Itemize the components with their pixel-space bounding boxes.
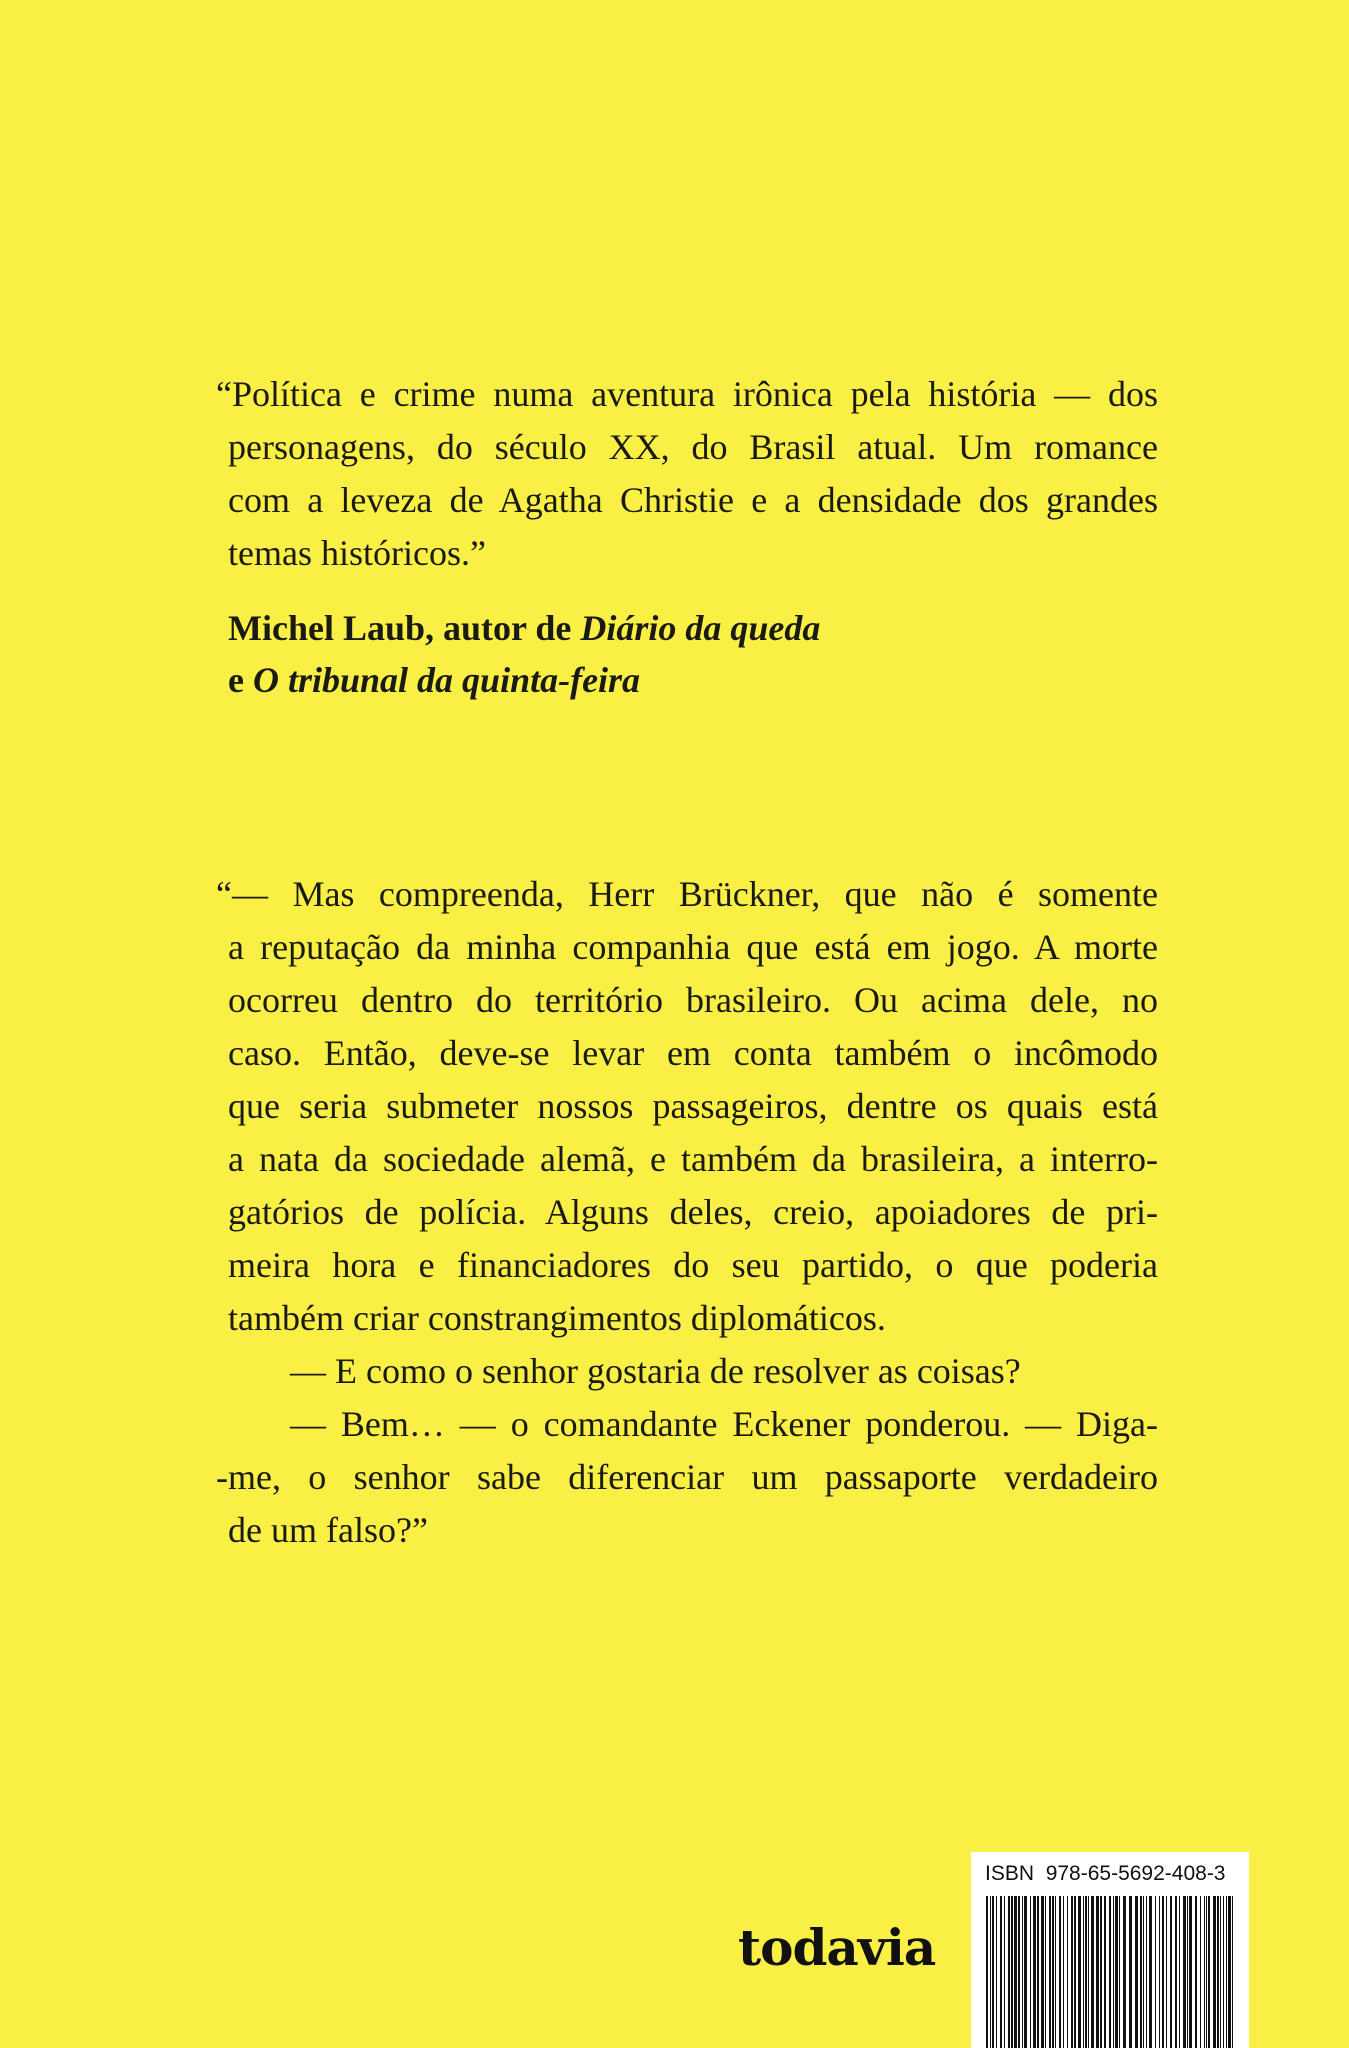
publisher-logo: todavia xyxy=(738,1918,936,1977)
isbn-label xyxy=(985,1862,1226,1886)
attribution-author: Michel Laub, autor de xyxy=(228,608,581,648)
isbn-barcode-box xyxy=(971,1852,1249,2048)
excerpt-line: — E como o senhor gostaria de resolver as coisas? xyxy=(290,1351,1021,1391)
excerpt-line: de um falso?” xyxy=(228,1510,428,1550)
blurb-line: temas históricos.” xyxy=(228,533,486,573)
excerpt-line: a nata da sociedade alemã, e também da brasileira, a interro- xyxy=(228,1139,1158,1179)
excerpt-line: meira hora e financiadores do seu partido, o que poderia xyxy=(228,1245,1158,1285)
excerpt-line: — Bem… — o comandante Eckener ponderou. — Diga- xyxy=(290,1404,1158,1444)
isbn-prefix: ISBN xyxy=(985,1862,1035,1885)
excerpt-line: caso. Então, deve-se levar em conta também o incômodo xyxy=(228,1033,1158,1073)
excerpt-line: que seria submeter nossos passageiros, dentre os quais está xyxy=(228,1086,1158,1126)
blurb-line: personagens, do século XX, do Brasil atual. Um romance xyxy=(228,427,1158,467)
excerpt-line: gatórios de polícia. Alguns deles, creio, apoiadores de pri- xyxy=(228,1192,1158,1232)
blurb-line: com a leveza de Agatha Christie e a densidade dos grandes xyxy=(228,480,1158,520)
isbn-number: 978-65-5692-408-3 xyxy=(1045,1862,1226,1885)
excerpt-quote xyxy=(216,868,1158,1557)
attribution-line xyxy=(228,654,820,706)
attribution-line xyxy=(228,602,820,654)
book-title: Diário da queda xyxy=(580,608,821,648)
blurb-quote xyxy=(216,368,1158,580)
excerpt-line: também criar constrangimentos diplomáticos. xyxy=(228,1298,886,1338)
excerpt-line: “— Mas compreenda, Herr Brückner, que não é somente xyxy=(216,874,1158,914)
blurb-line: “Política e crime numa aventura irônica pela história — dos xyxy=(216,374,1158,414)
excerpt-line: ocorreu dentro do território brasileiro. Ou acima dele, no xyxy=(228,980,1158,1020)
excerpt-line: -me, o senhor sabe diferenciar um passaporte verdadeiro xyxy=(216,1457,1158,1497)
excerpt-line: a reputação da minha companhia que está em jogo. A morte xyxy=(228,927,1158,967)
barcode-icon xyxy=(985,1896,1235,2048)
book-title: O tribunal da quinta-feira xyxy=(252,660,641,700)
blurb-attribution xyxy=(228,602,820,706)
attribution-conjunction: e xyxy=(228,660,253,700)
